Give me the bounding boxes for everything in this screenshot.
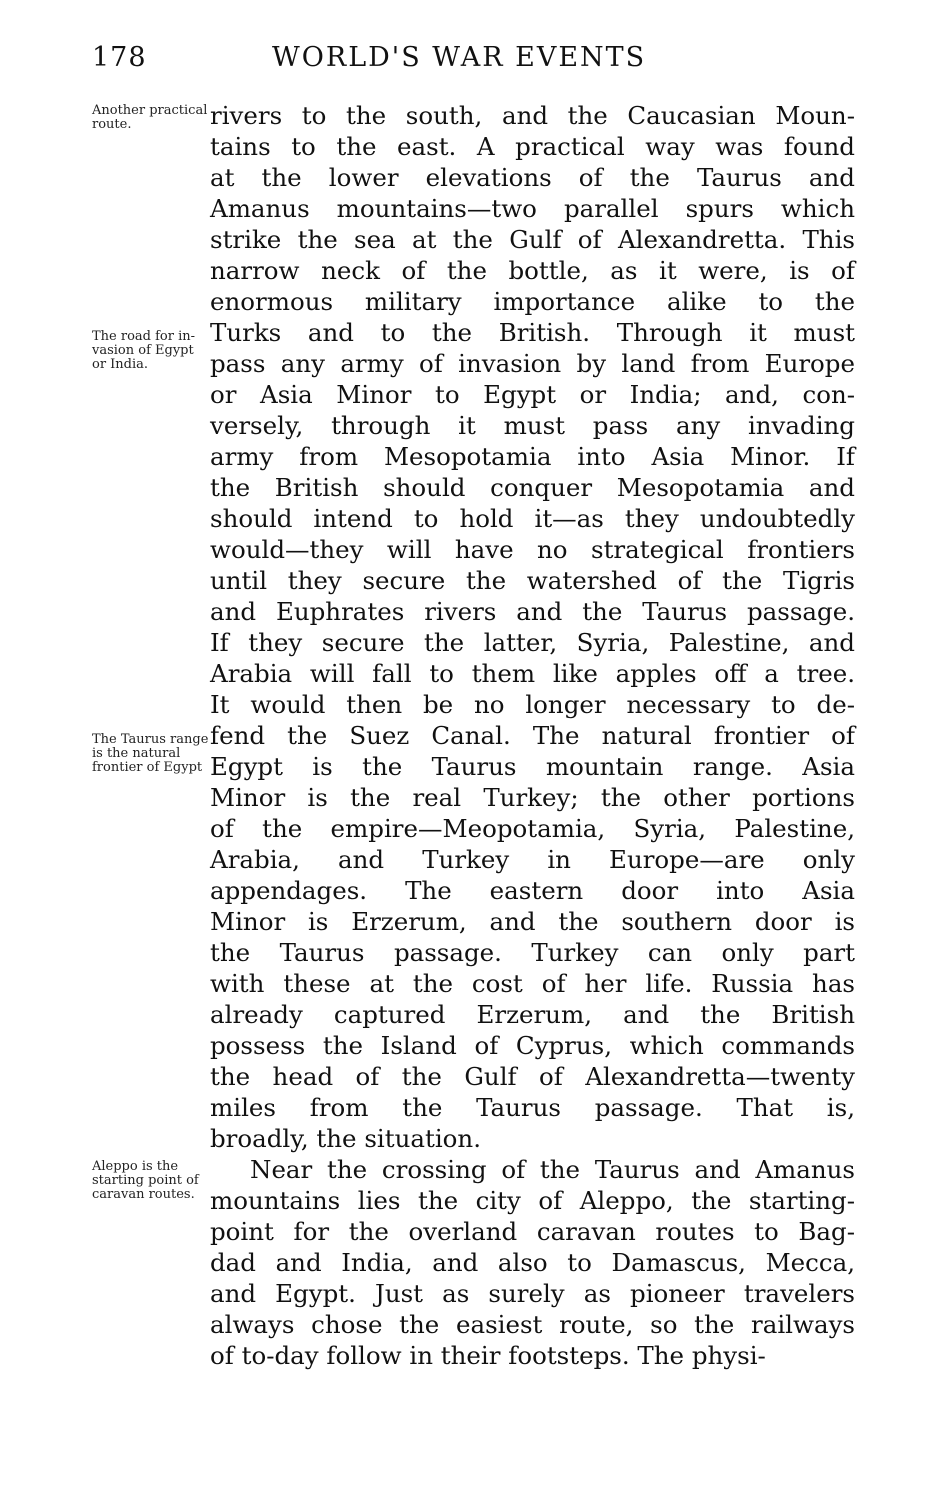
text-line: always chose the easiest route, so the railways [210, 1310, 855, 1339]
text-line: appendages. The eastern door into Asia [210, 876, 855, 905]
text-line: already captured Erzerum, and the British [210, 1000, 855, 1029]
text-line: dad and India, and also to Damascus, Mecca, [210, 1248, 855, 1277]
text-line: Minor is the real Turkey; the other portions [210, 783, 855, 812]
text-line: until they secure the watershed of the Tigris [210, 566, 855, 595]
text-line: strike the sea at the Gulf of Alexandretta. This [210, 225, 855, 254]
sidenote-road-invasion: The road for invasion of Egypt or India. [92, 329, 196, 372]
text-line: pass any army of invasion by land from Europe [210, 349, 855, 378]
text-line: narrow neck of the bottle, as it were, is of [210, 256, 855, 285]
text-line: fend the Suez Canal. The natural frontier of [210, 721, 855, 750]
text-line: or Asia Minor to Egypt or India; and, con- [210, 380, 855, 409]
text-line: It would then be no longer necessary to de- [210, 690, 855, 719]
text-line: army from Mesopotamia into Asia Minor. If [210, 442, 855, 471]
text-line: the British should conquer Mesopotamia and [210, 473, 855, 502]
running-title: WORLD'S WAR EVENTS [272, 42, 647, 73]
text-line: rivers to the south, and the Caucasian Moun- [210, 101, 855, 130]
text-line: miles from the Taurus passage. That is, [210, 1093, 855, 1122]
text-line: mountains lies the city of Aleppo, the starting- [210, 1186, 855, 1215]
text-line: Arabia, and Turkey in Europe—are only [210, 845, 855, 874]
text-line: of to-day follow in their footsteps. The physi- [210, 1341, 766, 1370]
text-line: the Taurus passage. Turkey can only part [210, 938, 855, 967]
sidenote-taurus-frontier: The Taurus range is the natural frontier of Egypt [92, 732, 209, 775]
text-line: tains to the east. A practical way was found [210, 132, 855, 161]
text-line: enormous military importance alike to the [210, 287, 855, 316]
text-line: should intend to hold it—as they undoubtedly [210, 504, 855, 533]
text-line: Turks and to the British. Through it must [210, 318, 855, 347]
text-line: Amanus mountains—two parallel spurs which [210, 194, 855, 223]
text-line: possess the Island of Cyprus, which commands [210, 1031, 855, 1060]
text-line: at the lower elevations of the Taurus and [210, 163, 855, 192]
text-line: versely, through it must pass any invading [210, 411, 855, 440]
page-number: 178 [92, 42, 147, 73]
sidenote-aleppo: Aleppo is the starting point of caravan routes. [92, 1159, 199, 1202]
text-line: and Euphrates rivers and the Taurus passage. [210, 597, 855, 626]
text-line: Egypt is the Taurus mountain range. Asia [210, 752, 855, 781]
sidenote-another-route: Another practical route. [92, 103, 208, 132]
text-line: If they secure the latter, Syria, Palestine, and [210, 628, 855, 657]
text-line: Minor is Erzerum, and the southern door is [210, 907, 855, 936]
text-line: Near the crossing of the Taurus and Amanus [250, 1155, 855, 1184]
body-text [0, 100, 950, 1371]
text-column [210, 100, 855, 1371]
page-header [92, 42, 862, 82]
text-line: the head of the Gulf of Alexandretta—twenty [210, 1062, 855, 1091]
text-line: with these at the cost of her life. Russia has [210, 969, 855, 998]
text-line: Arabia will fall to them like apples off a tree. [210, 659, 855, 688]
text-line: point for the overland caravan routes to Bag- [210, 1217, 855, 1246]
text-line: would—they will have no strategical frontiers [210, 535, 855, 564]
text-line: of the empire—Meopotamia, Syria, Palestine, [210, 814, 855, 843]
text-line: and Egypt. Just as surely as pioneer travelers [210, 1279, 855, 1308]
text-line: broadly, the situation. [210, 1124, 481, 1153]
